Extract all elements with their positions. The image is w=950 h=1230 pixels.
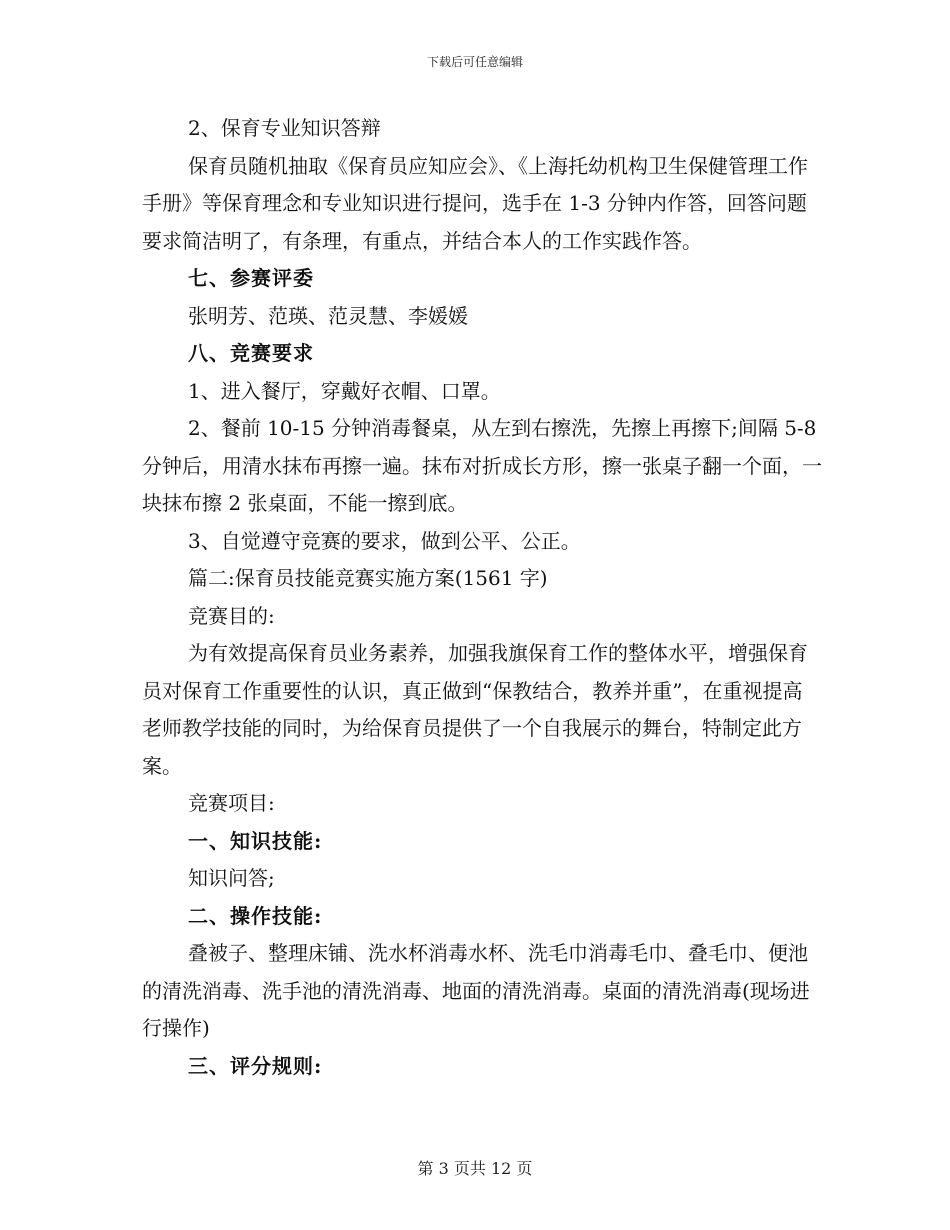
paragraph-judges-list: 张明芳、范瑛、范灵慧、李媛媛 [188,303,468,328]
paragraph-requirement-2: 2、餐前 10-15 分钟消毒餐桌，从左到右擦洗，先擦上再擦下;间隔 5-8 分钟后，用清水抹布再擦一遍。抹布对折成长方形，擦一张桌子翻一个面，一块抹布擦 2 张桌面，不能一擦到底。 [142,416,822,515]
paragraph-requirement-3: 3、自觉遵守竞赛的要求，做到公平、公正。 [188,528,581,553]
paragraph-competition-purpose-label: 竞赛目的: [188,603,275,628]
paragraph-operation-skills-text: 叠被子、整理床铺、洗水杯消毒水杯、洗毛巾消毒毛巾、叠毛巾、便池的清洗消毒、洗手池的清洗消毒、地面的清洗消毒。桌面的清洗消毒(现场进行操作) [142,941,810,1040]
paragraph-knowledge-qa: 知识问答; [188,866,275,890]
document-body [142,110,822,1085]
section-heading-judges: 七、参赛评委 [188,266,314,290]
paragraph-requirement-1: 1、进入餐厅，穿戴好衣帽、口罩。 [188,378,501,403]
paragraph-knowledge-defense-title: 2、保育专业知识答辩 [188,116,381,140]
section-heading-requirements: 八、竞赛要求 [188,341,314,365]
paragraph-competition-purpose-text: 为有效提高保育员业务素养，加强我旗保育工作的整体水平，增强保育员对保育工作重要性的认识，真正做到“保教结合，教养并重”，在重视提高老师教学技能的同时，为给保育员提供了一个自我展示的舞台，特制定此方案。 [142,641,808,778]
section-heading-operation-skills: 二、操作技能: [188,903,323,928]
paragraph-competition-items-label: 竞赛项目: [188,791,275,815]
paragraph-knowledge-defense-text: 保育员随机抽取《保育员应知应会》、《上海托幼机构卫生保健管理工作手册》等保育理念和专业知识进行提问，选手在 1-3 分钟内作答，回答问题要求简洁明了，有条理，有重点，并结合本人的工作实践作答。 [142,153,808,253]
page-header: 下载后可任意编辑 [426,55,523,69]
section-heading-scoring-rules: 三、评分规则: [188,1053,323,1078]
page-footer: 第 3 页共 12 页 [417,1159,533,1178]
section-heading-knowledge-skills: 一、知识技能: [188,828,323,853]
paragraph-part-two-title: 篇二:保育员技能竞赛实施方案(1561 字) [188,566,548,590]
